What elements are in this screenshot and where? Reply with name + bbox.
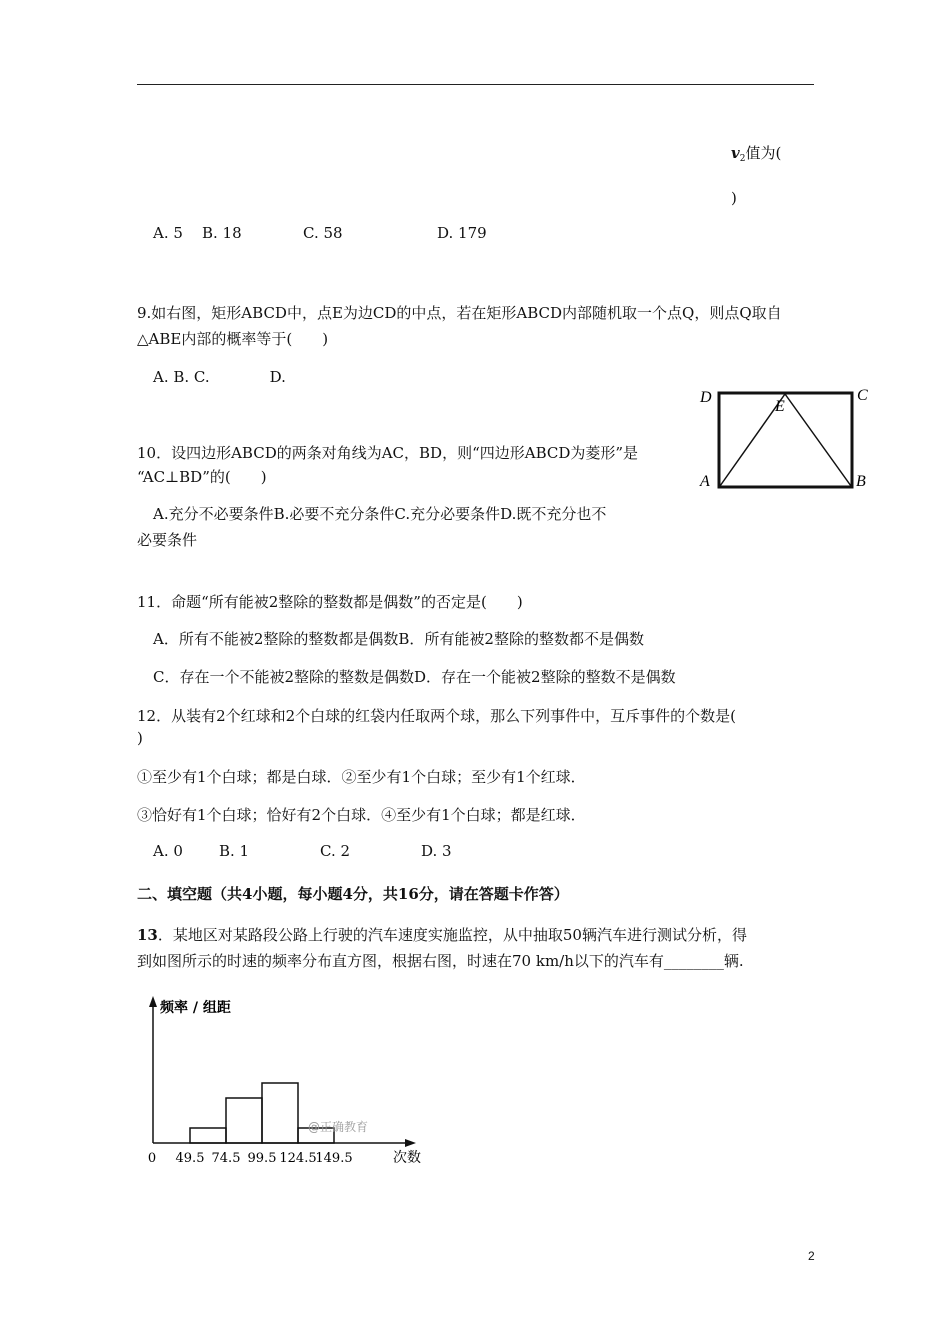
histogram-bar xyxy=(226,1098,262,1143)
frequency-histogram xyxy=(140,990,440,1175)
x-tick-label: 49.5 xyxy=(175,1151,205,1166)
label-c: C xyxy=(857,387,868,404)
q12-option-c: C. 2 xyxy=(320,842,351,860)
q9-stem-line1: 9.如右图，矩形ABCD中，点E为边CD的中点，若在矩形ABCD内部随机取一个点Q，则点Q取自 xyxy=(137,304,782,322)
q11-stem: 11．命题“所有能被2整除的整数都是偶数”的否定是( ) xyxy=(137,593,523,611)
q10-options-line1: A.充分不必要条件B.必要不充分条件C.充分必要条件D.既不充分也不 xyxy=(153,505,607,523)
q11-options-cd: C．存在一个不能被2整除的整数是偶数D．存在一个能被2整除的整数不是偶数 xyxy=(153,668,676,686)
section-2-title: 二、填空题（共4小题，每小题4分，共16分，请在答题卡作答） xyxy=(137,885,569,903)
q9-options: A. B. C. D. xyxy=(153,368,286,386)
segment-eb xyxy=(785,394,851,486)
y-axis-label: 频率 / 组距 xyxy=(160,1000,231,1016)
histogram-bar xyxy=(262,1083,298,1143)
x-tick-label: 74.5 xyxy=(211,1151,241,1166)
q12-stem-close: ) xyxy=(137,729,143,747)
watermark: @正确教育 xyxy=(308,1120,369,1134)
rectangle-abcd-figure xyxy=(690,380,880,495)
label-e: E xyxy=(775,398,785,415)
q10-stem-line2: “AC⊥BD”的( ) xyxy=(137,468,267,486)
q9-stem-line2: △ABE内部的概率等于( ) xyxy=(137,330,329,348)
q12-option-d: D. 3 xyxy=(421,842,452,860)
q8-option-c: C. 58 xyxy=(303,224,343,242)
q10-options-line2: 必要条件 xyxy=(137,531,198,549)
q12-events-line1: ①至少有1个白球；都是白球．②至少有1个白球；至少有1个红球． xyxy=(137,768,586,786)
header-rule xyxy=(137,84,814,85)
q12-stem: 12．从装有2个红球和2个白球的红袋内任取两个球，那么下列事件中，互斥事件的个数是( xyxy=(137,707,737,725)
q12-events-line2: ③恰好有1个白球；恰好有2个白球．④至少有1个白球；都是红球． xyxy=(137,806,586,824)
x-tick-label: 0 xyxy=(147,1151,157,1166)
label-a: A xyxy=(700,473,710,490)
x-tick-label: 149.5 xyxy=(315,1151,353,1166)
q8-close-paren: ) xyxy=(731,189,737,207)
x-tick-label: 124.5 xyxy=(279,1151,317,1166)
q13-stem-line2: 到如图所示的时速的频率分布直方图，根据右图，时速在70 km/h以下的汽车有________辆. xyxy=(137,952,744,970)
x-axis-label: 次数 xyxy=(393,1150,421,1166)
x-axis-arrow xyxy=(405,1139,416,1147)
q10-stem-line1: 10．设四边形ABCD的两条对角线为AC，BD，则“四边形ABCD为菱形”是 xyxy=(137,444,639,462)
q8-option-a: A. 5 xyxy=(153,224,183,242)
page-number: 2 xyxy=(808,1249,815,1263)
q12-option-b: B. 1 xyxy=(219,842,250,860)
q13-stem-line1: 13．某地区对某路段公路上行驶的汽车速度实施监控，从中抽取50辆汽车进行测试分析，得 xyxy=(137,926,747,944)
histogram-bar xyxy=(190,1128,226,1143)
q8-option-b: B. 18 xyxy=(202,224,242,242)
q13-number: 13 xyxy=(137,926,158,944)
q8-option-d: D. 179 xyxy=(437,224,487,242)
x-tick-label: 99.5 xyxy=(247,1151,277,1166)
q11-options-ab: A．所有不能被2整除的整数都是偶数B．所有能被2整除的整数都不是偶数 xyxy=(153,630,644,648)
q12-option-a: A. 0 xyxy=(153,842,183,860)
q8-v2-label: $v_2$值为( xyxy=(731,144,782,164)
y-axis-arrow xyxy=(149,996,157,1007)
rectangle-outline xyxy=(719,393,852,487)
label-d: D xyxy=(700,389,712,406)
label-b: B xyxy=(856,473,866,490)
